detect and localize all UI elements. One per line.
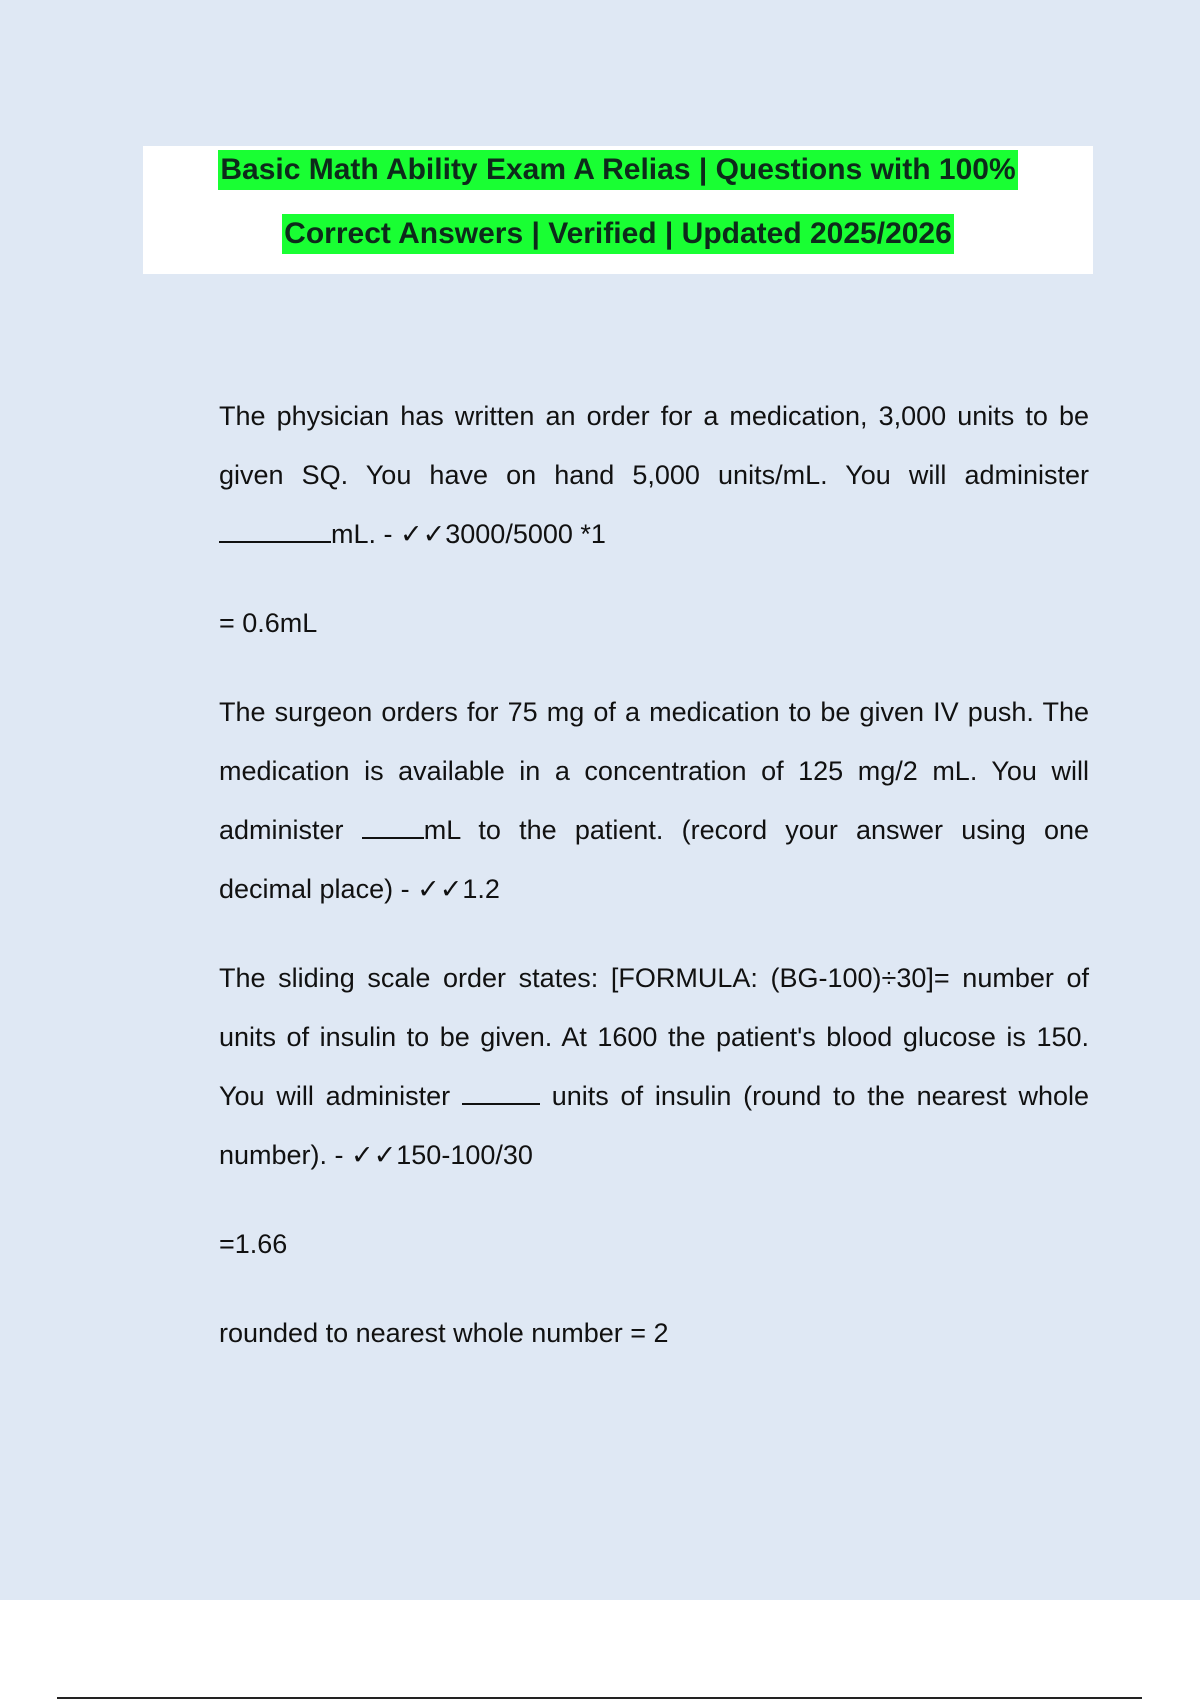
question-2-text-start: The surgeon orders for 75 mg of a medication to be given IV push. The medication is available in a concentration of 125 mg/2 mL. You will administer <box>219 697 1089 845</box>
document-title <box>143 146 1093 274</box>
question-3 <box>219 949 1089 1185</box>
question-3-result: =1.66 <box>219 1229 288 1259</box>
question-2 <box>219 683 1089 919</box>
question-2-text-end: mL to the patient. (record your answer using one decimal place) - ✓✓1.2 <box>219 815 1089 904</box>
document-body <box>219 387 1089 1363</box>
answer-blank <box>462 1073 540 1105</box>
question-1-result: = 0.6mL <box>219 608 318 638</box>
title-line-1: Basic Math Ability Exam A Relias | Questions with 100% <box>218 150 1017 190</box>
answer-blank <box>362 807 424 839</box>
question-3-text-start: The sliding scale order states: [FORMULA: (BG-100)÷30]= number of units of insulin to be given. At 1600 the patient's blood glucose is 150. You will administer <box>219 963 1089 1111</box>
question-3-text-end: units of insulin (round to the nearest whole number). - ✓✓150-100/30 <box>219 1081 1089 1170</box>
footer-divider <box>57 1697 1142 1699</box>
question-1-text-start: The physician has written an order for a medication, 3,000 units to be given SQ. You have on hand 5,000 units/mL. You will administer <box>219 401 1089 490</box>
question-1-text-end: mL. - ✓✓3000/5000 *1 <box>331 519 606 549</box>
answer-blank <box>219 511 331 543</box>
question-3-rounded: rounded to nearest whole number = 2 <box>219 1318 669 1348</box>
question-1 <box>219 387 1089 564</box>
title-line-2: Correct Answers | Verified | Updated 2025/2026 <box>282 214 954 254</box>
